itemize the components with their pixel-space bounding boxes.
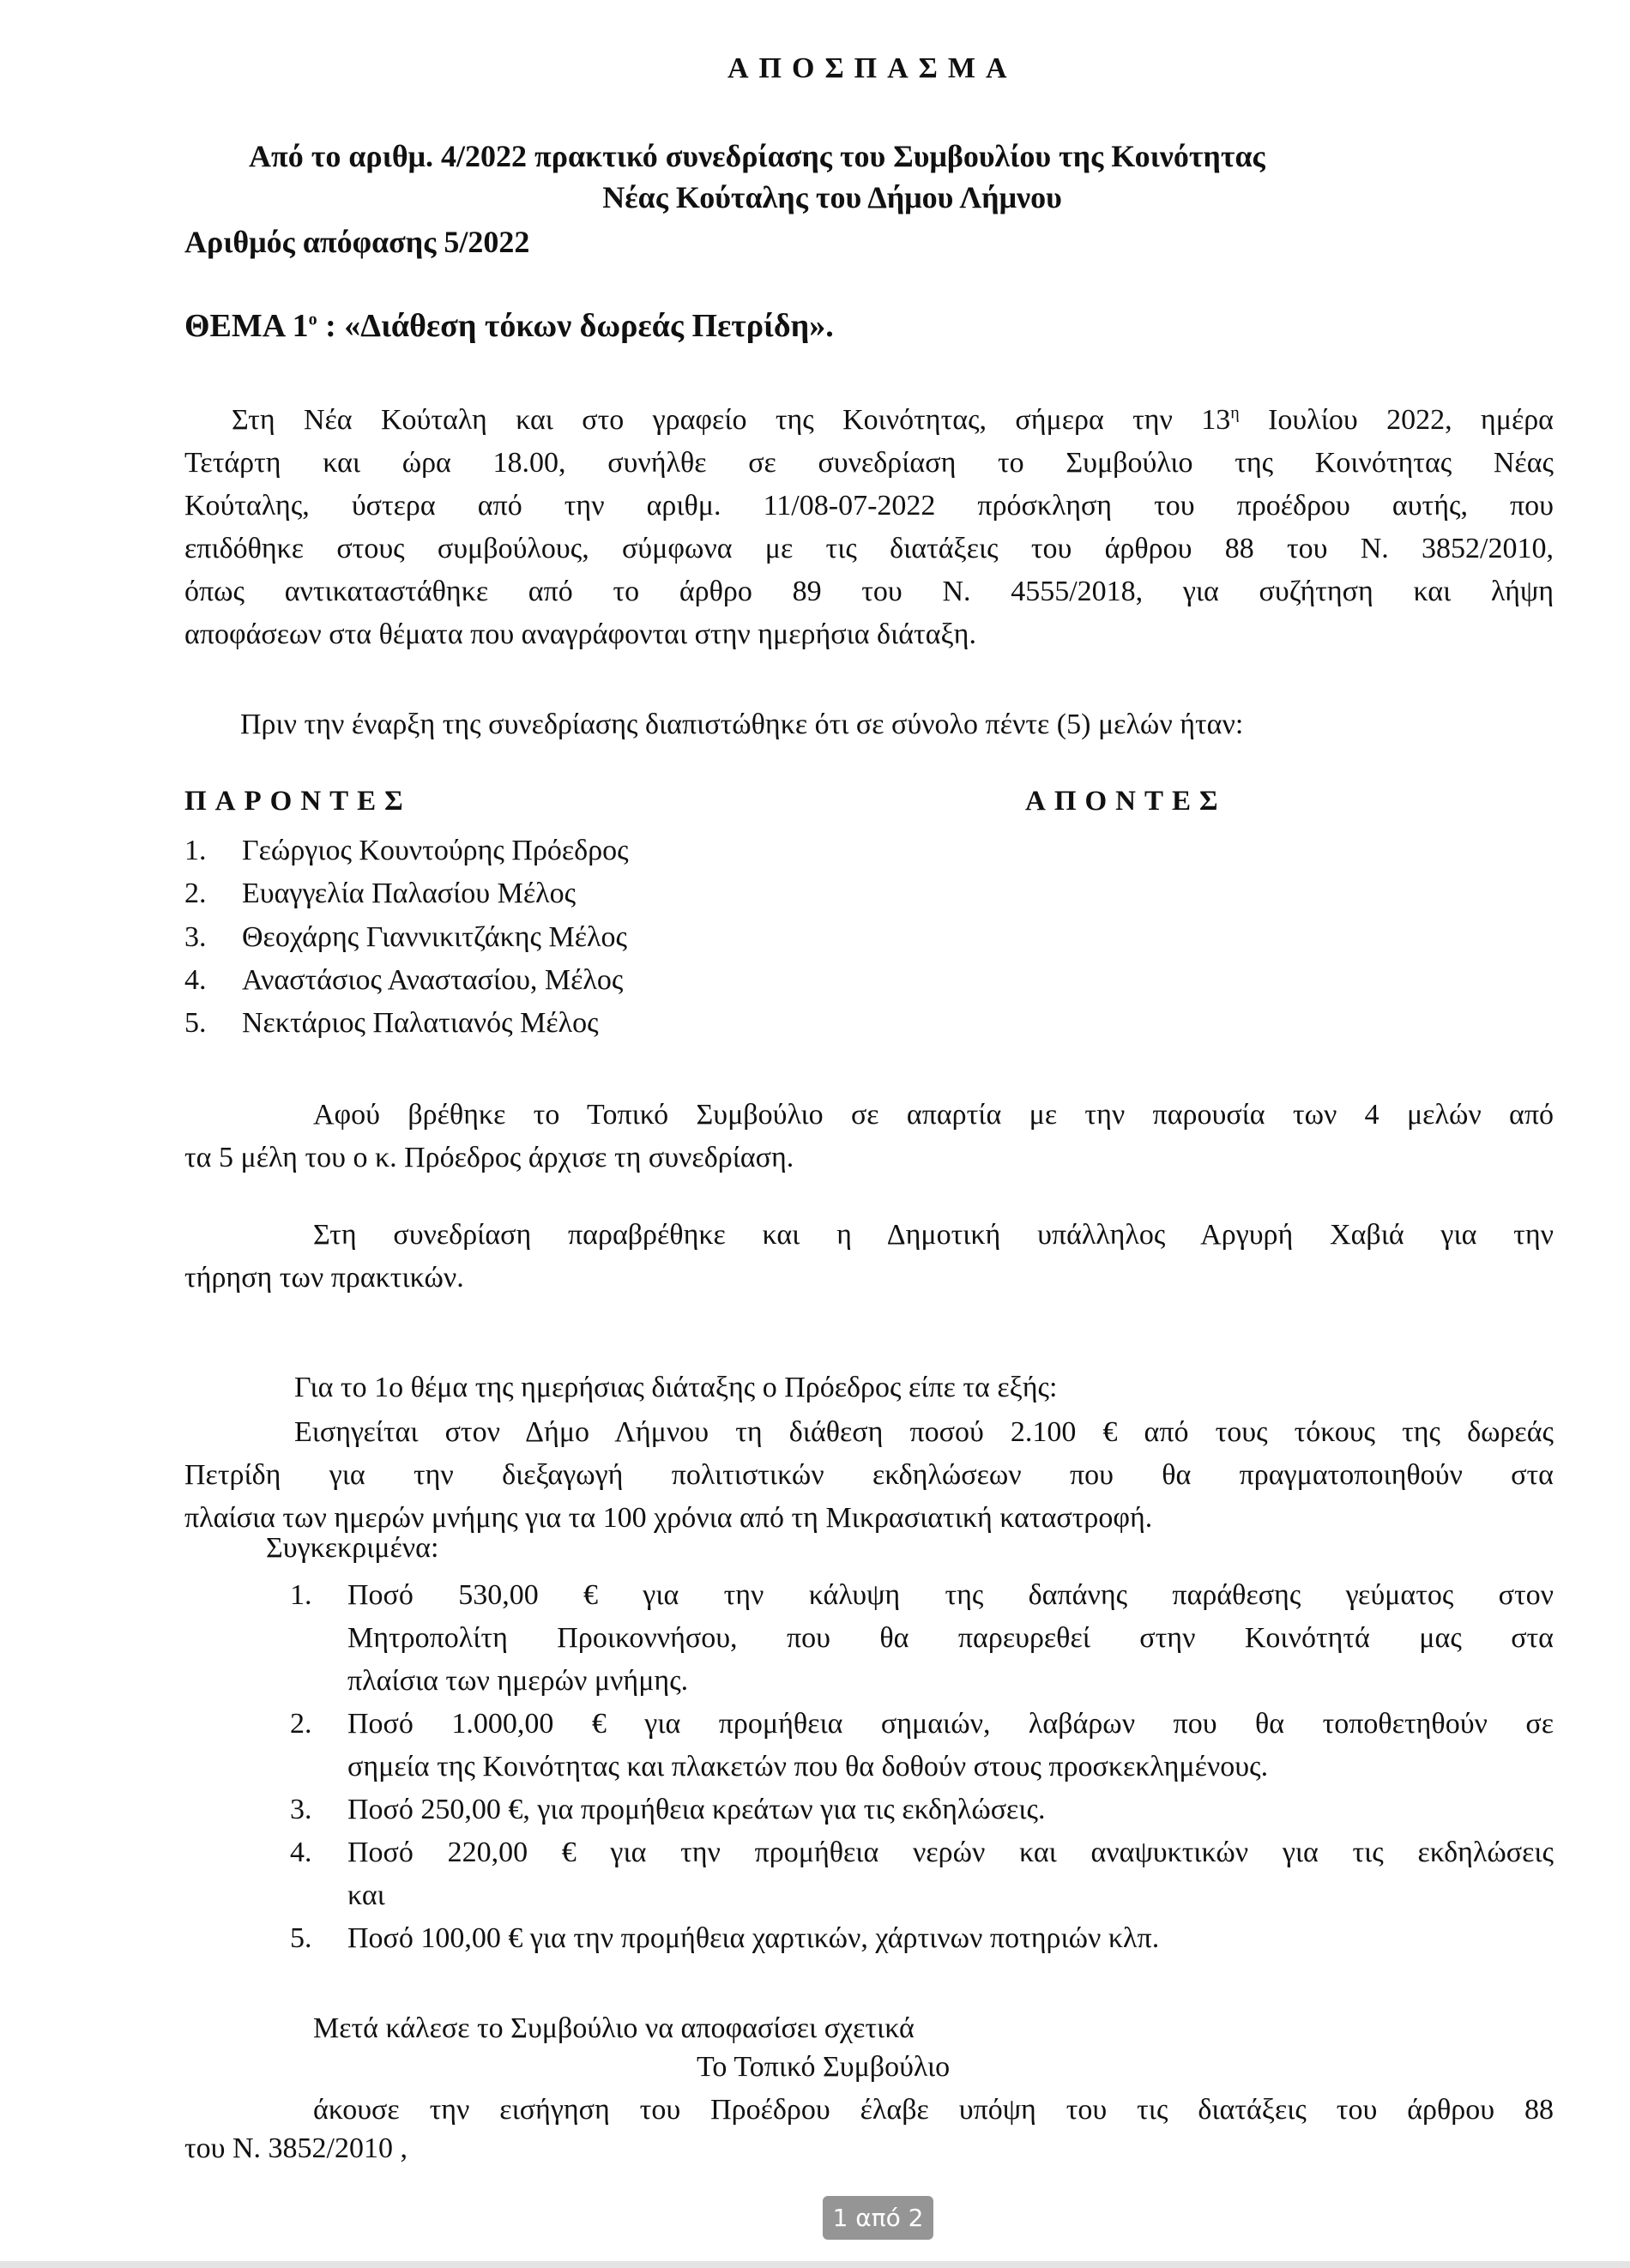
quorum-paragraph-line-2: τα 5 μέλη του ο κ. Πρόεδρος άρχισε τη συνεδρίαση. bbox=[184, 1142, 794, 1173]
header-line-1: Από το αριθμ. 4/2022 πρακτικό συνεδρίασης του Συμβουλίου της Κοινότητας bbox=[249, 139, 1265, 173]
clerk-paragraph-line-2: τήρηση των πρακτικών. bbox=[184, 1262, 464, 1294]
call-to-decide: Μετά κάλεσε το Συμβούλιο να αποφασίσει σχετικά bbox=[313, 2012, 915, 2044]
header-line-2: Νέας Κούταλης του Δήμου Λήμνου bbox=[602, 180, 1062, 214]
day-superscript: η bbox=[1230, 403, 1240, 423]
subject-text: : «Διάθεση τόκων δωρεάς Πετρίδη». bbox=[317, 308, 834, 344]
quorum-line: Πριν την έναρξη της συνεδρίασης διαπιστώθηκε ότι σε σύνολο πέντε (5) μελών ήταν: bbox=[240, 709, 1244, 740]
council-label: Το Τοπικό Συμβούλιο bbox=[697, 2051, 951, 2083]
subject-prefix: ΘΕΜΑ 1 bbox=[184, 308, 309, 344]
expense-item-2-line-2: σημεία της Κοινότητας και πλακετών που θα δοθούν στους προσκεκλημένους. bbox=[347, 1751, 1269, 1782]
present-header: ΠΑΡΟΝΤΕΣ bbox=[184, 786, 412, 817]
expense-item-1-line-2: Μητροπολίτη Προικοννήσου, που θα παρευρεθεί στην Κοινότητά μας στα bbox=[347, 1622, 1554, 1654]
expense-item-3-line-1: Ποσό 250,00 €, για προμήθεια κρεάτων για τις εκδηλώσεις. bbox=[347, 1794, 1046, 1825]
intro-line-4: επιδόθηκε στους συμβούλους, σύμφωνα με τις διατάξεις του άρθρου 88 του Ν. 3852/2010, bbox=[184, 533, 1554, 564]
decision-number: Αριθμός απόφασης 5/2022 bbox=[184, 225, 530, 259]
proposal-line-3: πλαίσια των ημερών μνήμης για τα 100 χρόνια από τη Μικρασιατική καταστροφή. bbox=[184, 1502, 1153, 1534]
document-title: ΑΠΟΣΠΑΣΜΑ bbox=[727, 52, 1017, 84]
present-member-1: 1. Γεώργιος Κουντούρης Πρόεδρος bbox=[184, 835, 629, 866]
expense-item-5-line-1: Ποσό 100,00 € για την προμήθεια χαρτικών, χάρτινων ποτηριών κλπ. bbox=[347, 1922, 1160, 1954]
intro-line-1: Στη Νέα Κούταλη και στο γραφείο της Κοινότητας, σήμερα την $13^\eta$ Ιουλίου 2022, ημέρα bbox=[232, 403, 1554, 436]
page-indicator: 1 από 2 bbox=[823, 2196, 933, 2240]
quorum-paragraph-line-1: Αφού βρέθηκε το Τοπικό Συμβούλιο σε απαρτία με την παρουσία των 4 μελών από bbox=[313, 1099, 1554, 1131]
viewer-bottom-edge bbox=[0, 2261, 1630, 2268]
absent-header: ΑΠΟΝΤΕΣ bbox=[1025, 786, 1227, 817]
intro-line-3: Κούταλης, ύστερα από την αριθμ. 11/08-07-2022 πρόσκληση του προέδρου αυτής, που bbox=[184, 490, 1554, 522]
intro-line-5: όπως αντικαταστάθηκε από το άρθρο 89 του Ν. 4555/2018, για συζήτηση και λήψη bbox=[184, 576, 1554, 607]
expense-item-1-line-3: πλαίσια των ημερών μνήμης. bbox=[347, 1665, 689, 1697]
expense-item-1-number: 1. bbox=[290, 1579, 312, 1611]
specifically-label: Συγκεκριμένα: bbox=[266, 1532, 439, 1564]
intro-line-2: Τετάρτη και ώρα 18.00, συνήλθε σε συνεδρίαση το Συμβούλιο της Κοινότητας Νέας bbox=[184, 447, 1554, 479]
president-intro: Για το 1ο θέμα της ημερήσιας διάταξης ο Πρόεδρος είπε τα εξής: bbox=[294, 1372, 1058, 1403]
subject-superscript: ο bbox=[308, 310, 317, 329]
clerk-paragraph-line-1: Στη συνεδρίαση παραβρέθηκε και η Δημοτική υπάλληλος Αργυρή Χαβιά για την bbox=[313, 1219, 1554, 1251]
expense-item-2-line-1: Ποσό 1.000,00 € για προμήθεια σημαιών, λαβάρων που θα τοποθετηθούν σε bbox=[347, 1708, 1554, 1740]
proposal-line-2: Πετρίδη για την διεξαγωγή πολιτιστικών εκδηλώσεων που θα πραγματοποιηθούν στα bbox=[184, 1459, 1554, 1491]
subject-heading bbox=[184, 309, 834, 343]
expense-item-4-number: 4. bbox=[290, 1837, 312, 1868]
present-member-5: 5. Νεκτάριος Παλατιανός Μέλος bbox=[184, 1007, 599, 1039]
closing-line-2: του Ν. 3852/2010 , bbox=[184, 2132, 408, 2164]
intro-line-6: αποφάσεων στα θέματα που αναγράφονται στην ημερήσια διάταξη. bbox=[184, 618, 976, 650]
present-member-2: 2. Ευαγγελία Παλασίου Μέλος bbox=[184, 878, 577, 909]
expense-item-3-number: 3. bbox=[290, 1794, 312, 1825]
expense-item-4-line-1: Ποσό 220,00 € για την προμήθεια νερών και αναψυκτικών για τις εκδηλώσεις bbox=[347, 1837, 1554, 1868]
closing-line-1: άκουσε την εισήγηση του Προέδρου έλαβε υπόψη του τις διατάξεις του άρθρου 88 bbox=[313, 2094, 1554, 2126]
present-member-3: 3. Θεοχάρης Γιαννικιτζάκης Μέλος bbox=[184, 921, 627, 953]
expense-item-2-number: 2. bbox=[290, 1708, 312, 1740]
expense-item-4-line-2: και bbox=[347, 1879, 385, 1911]
expense-item-1-line-1: Ποσό 530,00 € για την κάλυψη της δαπάνης παράθεσης γεύματος στον bbox=[347, 1579, 1554, 1611]
proposal-line-1: Εισηγείται στον Δήμο Λήμνου τη διάθεση ποσού 2.100 € από τους τόκους της δωρεάς bbox=[294, 1416, 1554, 1448]
expense-item-5-number: 5. bbox=[290, 1922, 312, 1954]
present-member-4: 4. Αναστάσιος Αναστασίου, Μέλος bbox=[184, 964, 624, 996]
